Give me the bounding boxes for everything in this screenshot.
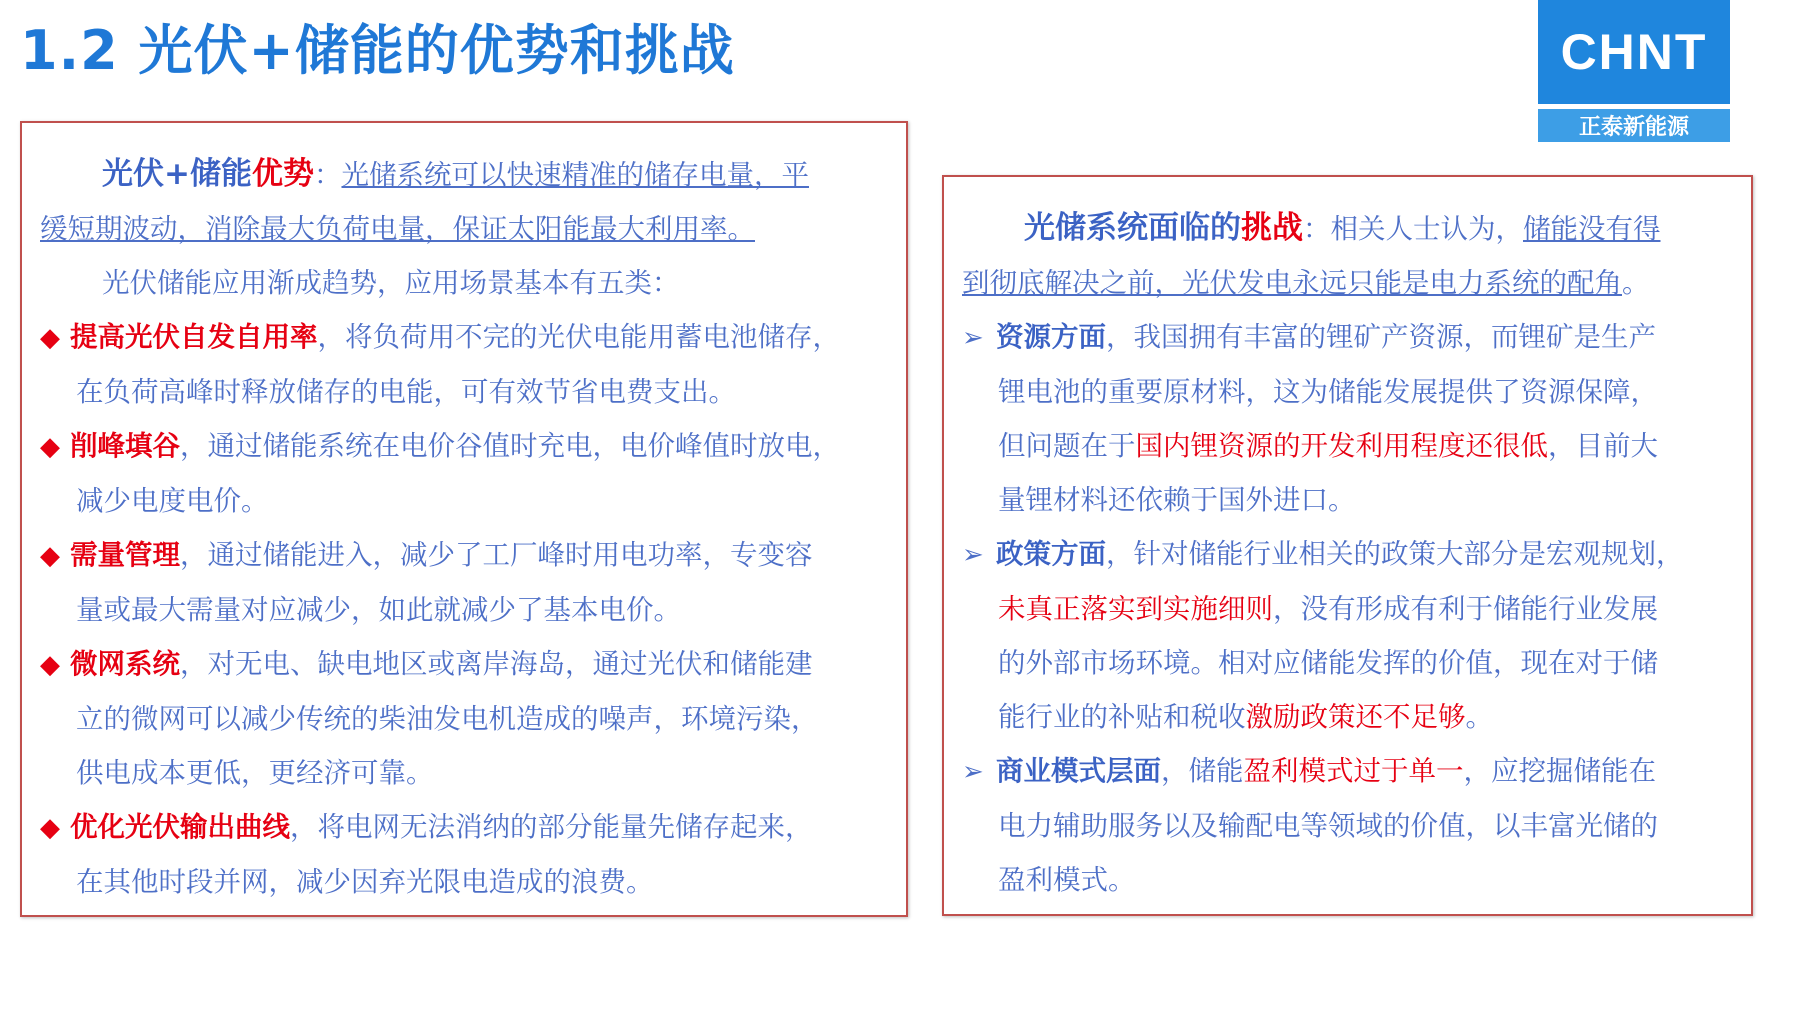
advantages-summary-a: 光储系统可以快速精准的储存电量，平 — [341, 159, 809, 191]
item-text: ，对无电、缺电地区或离岸海岛，通过光伏和储能建 — [180, 648, 813, 680]
item-heading: 资源方面 — [996, 321, 1106, 353]
challenges-lead: 光储系统面临的 — [1024, 210, 1241, 246]
list-item-continuation: 量或最大需量对应减少，如此就减少了基本电价。 — [76, 594, 681, 626]
colon: ： — [313, 159, 342, 191]
diamond-bullet-icon: ◆ — [40, 323, 60, 353]
item-text: ，应挖掘储能在 — [1463, 755, 1656, 787]
challenges-intro-line2 — [962, 256, 1739, 310]
list-item — [40, 528, 896, 583]
list-item — [962, 310, 1739, 365]
item-text: ，通过储能进入，减少了工厂峰时用电功率，专变容 — [180, 539, 813, 571]
arrow-bullet-icon: ➢ — [962, 323, 984, 353]
item-heading: 需量管理 — [70, 539, 180, 571]
arrow-bullet-icon: ➢ — [962, 540, 984, 570]
intro-underlined: 储能没有得 — [1523, 213, 1661, 245]
advantages-intro-line2 — [40, 202, 896, 256]
diamond-bullet-icon: ◆ — [40, 432, 60, 462]
list-item — [40, 310, 896, 365]
chnt-logo — [1538, 0, 1730, 142]
item-text: ，目前大 — [1548, 430, 1658, 462]
item-heading: 优化光伏输出曲线 — [70, 811, 290, 843]
item-heading: 削峰填谷 — [70, 430, 180, 462]
item-heading: 微网系统 — [70, 648, 180, 680]
list-item-continuation: 盈利模式。 — [998, 864, 1136, 896]
list-item-continuation: 供电成本更低，更经济可靠。 — [76, 757, 434, 789]
intro-text: 。 — [1622, 267, 1650, 299]
diamond-bullet-icon: ◆ — [40, 813, 60, 843]
list-item-continuation — [962, 690, 1739, 744]
item-text: ，通过储能系统在电价谷值时充电，电价峰值时放电， — [180, 430, 840, 462]
list-item-continuation: 在其他时段并网，减少因弃光限电造成的浪费。 — [76, 866, 654, 898]
item-text: ，将负荷用不完的光伏电能用蓄电池储存， — [317, 321, 840, 353]
advantages-panel — [20, 121, 908, 917]
item-text: ，储能 — [1161, 755, 1244, 787]
list-item-continuation: 在负荷高峰时释放储存的电能，可有效节省电费支出。 — [76, 376, 736, 408]
item-text: ，针对储能行业相关的政策大部分是宏观规划， — [1106, 538, 1684, 570]
list-item — [40, 800, 896, 855]
list-item — [962, 527, 1739, 582]
list-item-continuation: 减少电度电价。 — [76, 485, 269, 517]
page-title: 1.2 光伏+储能的优势和挑战 — [20, 19, 735, 82]
challenges-intro-line1 — [962, 201, 1739, 256]
item-heading: 商业模式层面 — [996, 755, 1161, 787]
list-item-continuation — [962, 419, 1739, 473]
item-text: ，将电网无法消纳的部分能量先储存起来， — [290, 811, 813, 843]
list-item-continuation — [962, 582, 1739, 636]
advantages-summary-b: 缓短期波动，消除最大负荷电量，保证太阳能最大利用率。 — [40, 213, 755, 245]
item-text: 但问题在于 — [998, 430, 1136, 462]
item-heading: 政策方面 — [996, 538, 1106, 570]
item-text: ，没有形成有利于储能行业发展 — [1273, 593, 1658, 625]
list-item — [40, 637, 896, 692]
challenges-panel — [942, 175, 1753, 916]
advantages-lead: 光伏+储能 — [102, 156, 252, 192]
item-highlight: 国内锂资源的开发利用程度还很低 — [1135, 430, 1548, 462]
arrow-bullet-icon: ➢ — [962, 757, 984, 787]
logo-subtitle: 正泰新能源 — [1538, 109, 1730, 142]
item-text: 能行业的补贴和税收 — [998, 701, 1246, 733]
item-highlight: 盈利模式过于单一 — [1243, 755, 1464, 787]
item-highlight: 激励政策还不足够 — [1245, 701, 1466, 733]
list-item — [40, 419, 896, 474]
diamond-bullet-icon: ◆ — [40, 541, 60, 571]
intro-underlined: 到彻底解决之前，光伏发电永远只能是电力系统的配角 — [962, 267, 1622, 299]
list-item-continuation: 立的微网可以减少传统的柴油发电机造成的噪声，环境污染， — [76, 703, 819, 735]
item-highlight: 未真正落实到实施细则 — [998, 593, 1273, 625]
list-item-continuation: 量锂材料还依赖于国外进口。 — [998, 484, 1356, 516]
item-text: 。 — [1465, 701, 1493, 733]
diamond-bullet-icon: ◆ — [40, 650, 60, 680]
scenarios-intro: 光伏储能应用渐成趋势，应用场景基本有五类： — [102, 267, 680, 299]
intro-text: ：相关人士认为， — [1303, 213, 1523, 245]
item-text: ，我国拥有丰富的锂矿产资源，而锂矿是生产 — [1106, 321, 1656, 353]
list-item-continuation: 的外部市场环境。相对应储能发挥的价值，现在对于储 — [998, 647, 1658, 679]
list-item — [962, 744, 1739, 799]
list-item-continuation: 锂电池的重要原材料，这为储能发展提供了资源保障， — [998, 376, 1658, 408]
logo-wordmark: CHNT — [1538, 0, 1730, 104]
challenges-keyword: 挑战 — [1241, 210, 1303, 246]
advantages-intro-line1 — [40, 147, 896, 202]
list-item-continuation: 电力辅助服务以及输配电等领域的价值，以丰富光储的 — [998, 810, 1658, 842]
advantages-keyword: 优势 — [251, 156, 314, 192]
item-heading: 提高光伏自发自用率 — [70, 321, 318, 353]
